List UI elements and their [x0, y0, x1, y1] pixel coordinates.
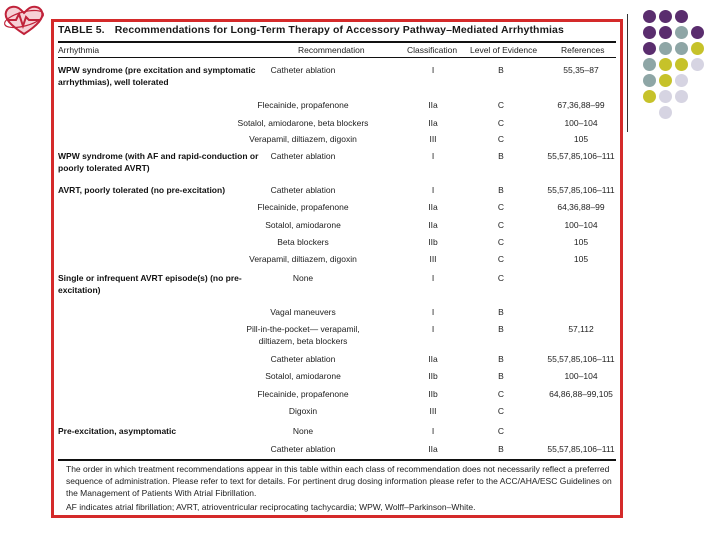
- evidence-cell: B: [498, 185, 504, 195]
- classification-cell: IIa: [428, 100, 438, 110]
- recommendation-cell: Verapamil, diltiazem, digoxin: [249, 254, 357, 264]
- divider-line: [627, 14, 628, 132]
- dot: [691, 26, 704, 39]
- classification-cell: IIb: [428, 389, 438, 399]
- bottom-rule: [58, 459, 616, 461]
- evidence-cell: C: [497, 118, 505, 128]
- classification-cell: I: [431, 65, 435, 75]
- header-evidence: Level of Evidence: [470, 45, 538, 55]
- recommendation-cell: Verapamil, diltiazem, digoxin: [249, 134, 357, 144]
- evidence-cell: B: [498, 354, 504, 364]
- dot: [643, 90, 656, 103]
- evidence-cell: C: [497, 220, 505, 230]
- references-cell: 55,57,85,106–111: [547, 151, 615, 161]
- dot: [691, 42, 704, 55]
- classification-cell: I: [431, 307, 435, 317]
- recommendation-cell: Sotalol, amiodarone, beta blockers: [237, 118, 369, 128]
- dot: [643, 42, 656, 55]
- evidence-cell: C: [497, 426, 505, 436]
- header-references: References: [561, 45, 605, 55]
- references-cell: 64,36,88–99: [557, 202, 605, 212]
- recommendation-cell: Beta blockers: [277, 237, 329, 247]
- classification-cell: IIa: [428, 444, 438, 454]
- recommendation-cell: Flecainide, propafenone: [257, 202, 349, 212]
- evidence-cell: B: [498, 151, 504, 161]
- dot: [659, 26, 672, 39]
- arrhythmia-cell: Single or infrequent AVRT episode(s) (no pre-excitation): [58, 273, 242, 295]
- recommendation-cell: None: [292, 426, 314, 436]
- heart-logo-icon: [2, 3, 46, 37]
- top-rule: [58, 41, 616, 43]
- references-cell: 55,35–87: [563, 65, 599, 75]
- dot: [675, 90, 688, 103]
- evidence-cell: C: [497, 100, 505, 110]
- evidence-cell: C: [497, 273, 505, 283]
- classification-cell: IIa: [428, 354, 438, 364]
- recommendation-cell: Catheter ablation: [270, 65, 336, 75]
- dot: [659, 74, 672, 87]
- references-cell: 57,112: [568, 324, 594, 334]
- arrhythmia-cell: WPW syndrome (pre excitation and symptomatic arrhythmias), well tolerated: [58, 65, 256, 87]
- references-cell: 67,36,88–99: [557, 100, 605, 110]
- recommendation-cell: Catheter ablation: [270, 185, 336, 195]
- evidence-cell: C: [497, 237, 505, 247]
- classification-cell: I: [431, 324, 435, 334]
- references-cell: 64,86,88–99,105: [549, 389, 613, 399]
- arrhythmia-cell: Pre-excitation, asymptomatic: [58, 426, 177, 436]
- recommendation-cell: Flecainide, propafenone: [257, 389, 349, 399]
- evidence-cell: B: [498, 307, 504, 317]
- dot: [691, 58, 704, 71]
- decorative-dot-grid: [640, 10, 720, 120]
- references-cell: 55,57,85,106–111: [547, 354, 615, 364]
- classification-cell: I: [431, 273, 435, 283]
- dot: [643, 58, 656, 71]
- recommendation-cell: Catheter ablation: [270, 354, 336, 364]
- dot: [675, 74, 688, 87]
- classification-cell: IIb: [428, 371, 438, 381]
- classification-cell: IIa: [428, 220, 438, 230]
- recommendation-cell: Digoxin: [288, 406, 318, 416]
- evidence-cell: C: [497, 202, 505, 212]
- arrhythmia-cell: WPW syndrome (with AF and rapid-conduction or poorly tolerated AVRT): [58, 151, 259, 173]
- evidence-cell: B: [498, 324, 504, 334]
- recommendation-cell: Sotalol, amiodarone: [265, 220, 341, 230]
- references-cell: 105: [573, 237, 589, 247]
- recommendation-cell: Catheter ablation: [270, 444, 336, 454]
- evidence-cell: B: [498, 65, 504, 75]
- classification-cell: IIa: [428, 118, 438, 128]
- header-classification: Classification: [407, 45, 458, 55]
- dot: [659, 106, 672, 119]
- classification-cell: IIa: [428, 202, 438, 212]
- abbreviations-footnote: AF indicates atrial fibrillation; AVRT, atrioventricular reciprocating tachycardia; WPW, Wolff–Parkinson–White.: [66, 502, 476, 512]
- references-cell: 55,57,85,106–111: [547, 444, 615, 454]
- table-frame: [51, 19, 623, 518]
- header-recommendation: Recommendation: [298, 45, 365, 55]
- dot: [659, 90, 672, 103]
- recommendation-cell: Catheter ablation: [270, 151, 336, 161]
- dot: [659, 42, 672, 55]
- dot: [659, 58, 672, 71]
- dot: [675, 10, 688, 23]
- references-cell: 100–104: [564, 118, 598, 128]
- classification-cell: III: [429, 254, 437, 264]
- evidence-cell: C: [497, 389, 505, 399]
- references-cell: 100–104: [564, 220, 598, 230]
- recommendation-cell: None: [292, 273, 314, 283]
- dot: [659, 10, 672, 23]
- classification-cell: IIb: [428, 237, 438, 247]
- classification-cell: III: [429, 406, 437, 416]
- recommendation-cell: Pill-in-the-pocket— verapamil, diltiazem, beta blockers: [246, 324, 360, 346]
- dot: [643, 26, 656, 39]
- references-cell: 55,57,85,106–111: [547, 185, 615, 195]
- classification-cell: I: [431, 151, 435, 161]
- references-cell: 105: [573, 134, 589, 144]
- recommendation-cell: Sotalol, amiodarone: [265, 371, 341, 381]
- recommendation-cell: Vagal maneuvers: [270, 307, 336, 317]
- classification-cell: III: [429, 134, 437, 144]
- table-label: TABLE 5.: [58, 24, 105, 36]
- dot: [675, 42, 688, 55]
- dot: [643, 74, 656, 87]
- recommendation-cell: Flecainide, propafenone: [257, 100, 349, 110]
- table-title: [58, 24, 614, 36]
- evidence-cell: B: [498, 444, 504, 454]
- evidence-cell: B: [498, 371, 504, 381]
- references-cell: 105: [573, 254, 589, 264]
- evidence-cell: C: [497, 406, 505, 416]
- references-cell: 100–104: [564, 371, 598, 381]
- evidence-cell: C: [497, 134, 505, 144]
- dot: [643, 10, 656, 23]
- evidence-cell: C: [497, 254, 505, 264]
- header-arrhythmia: Arrhythmia: [58, 45, 100, 55]
- header-rule: [58, 57, 616, 58]
- dot: [675, 58, 688, 71]
- table-title-text: Recommendations for Long-Term Therapy of Accessory Pathway–Mediated Arrhythmias: [114, 24, 564, 36]
- classification-cell: I: [431, 185, 435, 195]
- arrhythmia-cell: AVRT, poorly tolerated (no pre-excitation): [58, 185, 226, 195]
- classification-cell: I: [431, 426, 435, 436]
- order-footnote: The order in which treatment recommendations appear in this table within each class of recommendation does not necessarily reflect a preferred sequence of administration. Please refer to text for details. For pertinent drug dosing information please refer to the ACC/AHA/ESC Guidelines on the Management of Patients With Atrial Fibrillation.: [66, 464, 612, 498]
- dot: [675, 26, 688, 39]
